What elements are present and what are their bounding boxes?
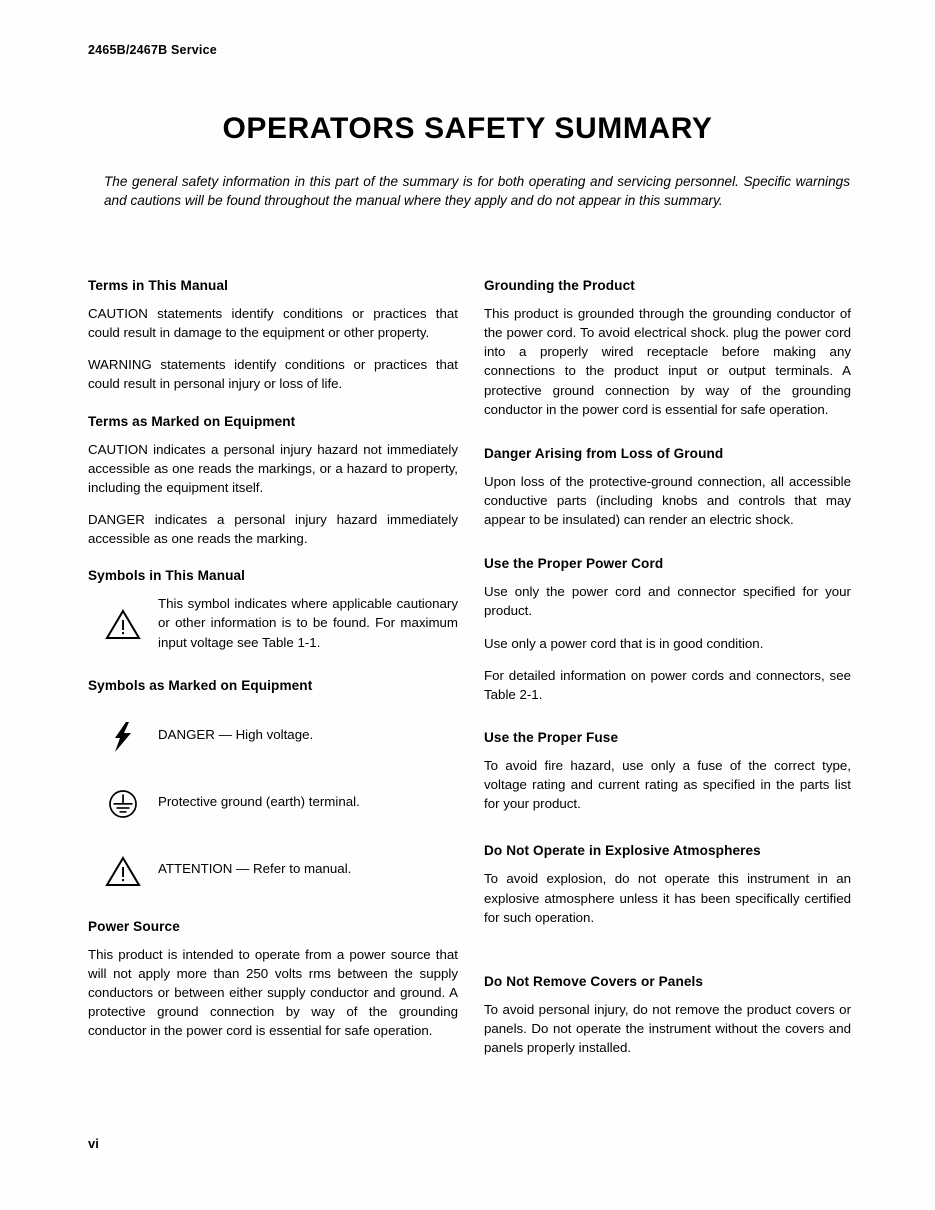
section-paragraph: This product is intended to operate from a power source that will not apply more than 250 volts rms between the supply conductors or between either supply conductor and ground. A protective ground connection by way of the grounding conductor in the power cord is essential for safe operation. (88, 946, 458, 1039)
section-symbols-in-this-manual (88, 568, 458, 651)
symbol-description: Protective ground (earth) terminal. (158, 793, 360, 809)
section-heading: Terms in This Manual (88, 278, 228, 293)
section-terms-as-marked-on-equipment (88, 414, 458, 549)
section-paragraph: To avoid fire hazard, use only a fuse of the correct type, voltage rating and current rating as specified in the parts list for your product. (484, 757, 851, 812)
symbol-row-high-voltage (88, 719, 458, 753)
section-paragraph: CAUTION statements identify conditions or practices that could result in damage to the equipment or other property. (88, 306, 458, 341)
page-number: vi (88, 1136, 99, 1151)
symbol-row-attention (88, 853, 458, 887)
page-title: OPERATORS SAFETY SUMMARY (222, 112, 713, 146)
section-symbols-as-marked-on-equipment (88, 678, 458, 887)
section-paragraph: CAUTION indicates a personal injury hazard not immediately accessible as one reads the markings, or a hazard to property, including the equipment itself. (88, 441, 458, 495)
section-paragraph: DANGER indicates a personal injury hazard immediately accessible as one reads the marking. (88, 511, 458, 547)
symbol-row-protective-ground (88, 786, 458, 820)
section-paragraph: This product is grounded through the grounding conductor of the power cord. To avoid electrical shock. plug the power cord into a properly wired receptacle before making any connections to the product input or output terminals. A protective ground connection by way of the grounding conductor in the power cord is essential for safe operation. (484, 306, 851, 417)
symbol-description: DANGER — High voltage. (158, 726, 314, 742)
equipment-symbol-list (88, 719, 458, 887)
section-heading: Power Source (88, 918, 180, 934)
section-heading: Symbols in This Manual (88, 568, 246, 584)
left-column (88, 278, 458, 1040)
section-paragraph: For detailed information on power cords and connectors, see Table 2-1. (484, 667, 851, 702)
section-use-proper-fuse (484, 730, 851, 813)
section-heading: Symbols as Marked on Equipment (88, 677, 313, 693)
symbol-description: ATTENTION — Refer to manual. (158, 860, 352, 876)
right-column (484, 278, 851, 1057)
section-paragraph: Upon loss of the protective-ground connection, all accessible conductive parts (including knobs and controls that may appear to be insulated) can render an electric shock. (484, 473, 851, 528)
running-head: 2465B/2467B Service (88, 43, 217, 57)
section-heading: Use the Proper Power Cord (484, 556, 664, 572)
section-paragraph: WARNING statements identify conditions or practices that could result in personal injury or loss of life. (88, 357, 458, 392)
section-paragraph: Use only the power cord and connector specified for your product. (484, 584, 851, 619)
section-terms-in-this-manual (88, 278, 458, 394)
section-use-proper-power-cord (484, 556, 851, 704)
lightning-bolt-icon (88, 719, 158, 753)
section-paragraph: To avoid explosion, do not operate this instrument in an explosive atmosphere unless it has been specifically certified for such operation. (484, 871, 851, 925)
section-heading: Do Not Remove Covers or Panels (484, 973, 704, 989)
section-paragraph: Use only a power cord that is in good condition. (484, 635, 764, 651)
section-grounding-the-product (484, 278, 851, 419)
warning-triangle-icon (88, 853, 158, 887)
symbol-list (88, 594, 458, 651)
symbol-description: This symbol indicates where applicable cautionary or other information is to be found. For maximum input voltage see Table 1-1. (158, 596, 458, 650)
section-heading: Terms as Marked on Equipment (88, 413, 296, 429)
intro-paragraph: The general safety information in this part of the summary is for both operating and servicing personnel. Specific warnings and cautions will be found throughout the manual where they apply and do not appear in this summary. (104, 173, 850, 208)
section-do-not-remove-covers (484, 974, 851, 1057)
section-heading: Use the Proper Fuse (484, 729, 619, 745)
section-danger-loss-of-ground (484, 446, 851, 529)
section-paragraph: To avoid personal injury, do not remove the product covers or panels. Do not operate the instrument without the covers and panels properly installed. (484, 1001, 851, 1056)
section-heading: Do Not Operate in Explosive Atmospheres (484, 843, 761, 859)
section-explosive-atmospheres (484, 843, 851, 926)
section-heading: Danger Arising from Loss of Ground (484, 445, 724, 461)
warning-triangle-icon (88, 594, 158, 640)
protective-ground-icon (88, 786, 158, 820)
section-power-source (88, 919, 458, 1041)
section-heading: Grounding the Product (484, 278, 635, 293)
symbol-row (88, 594, 458, 651)
